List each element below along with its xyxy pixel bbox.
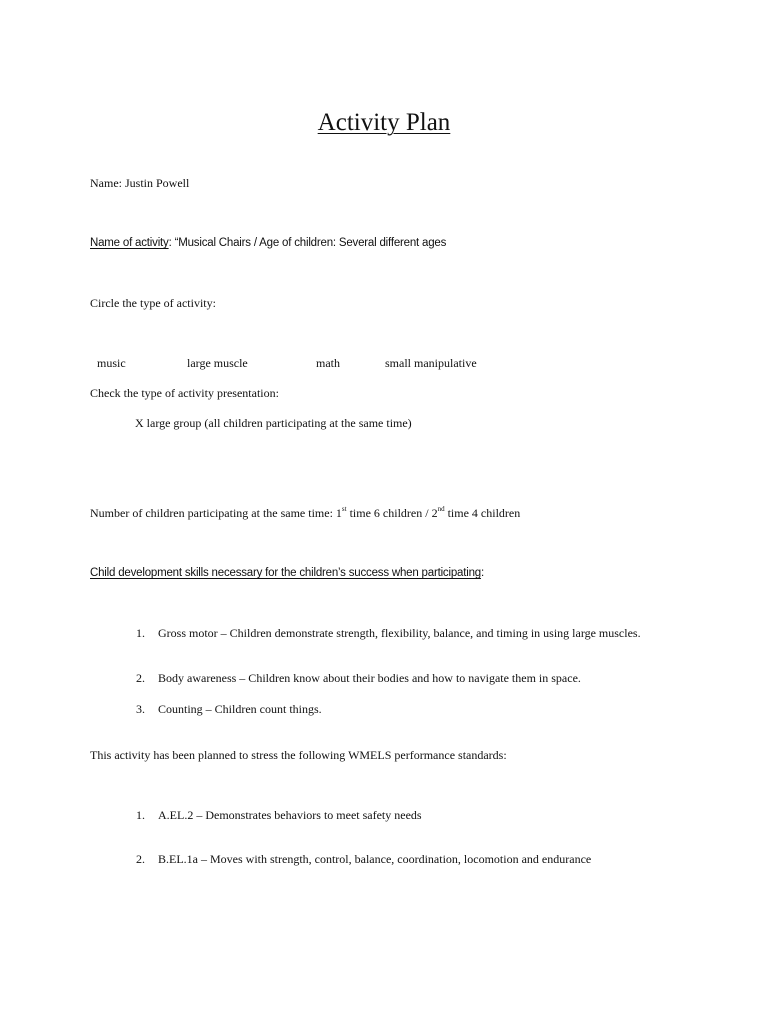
circle-type-prompt: Circle the type of activity: xyxy=(90,296,216,310)
activity-type-math: math xyxy=(316,356,340,370)
skill-item: Counting – Children count things. xyxy=(158,702,322,716)
presentation-choice: X large group (all children participating at the same time) xyxy=(135,416,412,430)
standard-item: B.EL.1a – Moves with strength, control, balance, coordination, locomotion and endurance xyxy=(158,852,592,866)
activity-name-value: : “Musical Chairs / Age of children: Several different ages xyxy=(168,237,447,249)
activity-name-label: Name of activity xyxy=(90,237,169,249)
presentation-prompt: Check the type of activity presentation: xyxy=(90,386,279,400)
skill-item: Body awareness – Children know about their bodies and how to navigate them in space. xyxy=(158,671,581,685)
activity-type-music: music xyxy=(97,356,126,370)
standard-item: A.EL.2 – Demonstrates behaviors to meet safety needs xyxy=(158,808,422,822)
skill-item: Gross motor – Children demonstrate strength, flexibility, balance, and timing in using large muscles. xyxy=(158,626,641,640)
standard-number: 1. xyxy=(136,808,145,822)
children-count-line: Number of children participating at the same time: 1st time 6 children / 2nd time 4 children xyxy=(90,505,521,520)
skill-number: 3. xyxy=(136,702,145,716)
skill-number: 1. xyxy=(136,626,145,640)
skill-number: 2. xyxy=(136,671,145,685)
activity-type-large-muscle: large muscle xyxy=(187,356,248,370)
skills-heading: Child development skills necessary for the children’s success when participating: xyxy=(90,567,484,579)
document-title: Activity Plan xyxy=(317,109,451,136)
standards-intro: This activity has been planned to stress the following WMELS performance standards: xyxy=(90,748,507,762)
activity-type-small-manipulative: small manipulative xyxy=(385,356,477,370)
student-name-line: Name: Justin Powell xyxy=(90,176,190,190)
activity-name-line xyxy=(90,236,446,250)
standard-number: 2. xyxy=(136,852,145,866)
